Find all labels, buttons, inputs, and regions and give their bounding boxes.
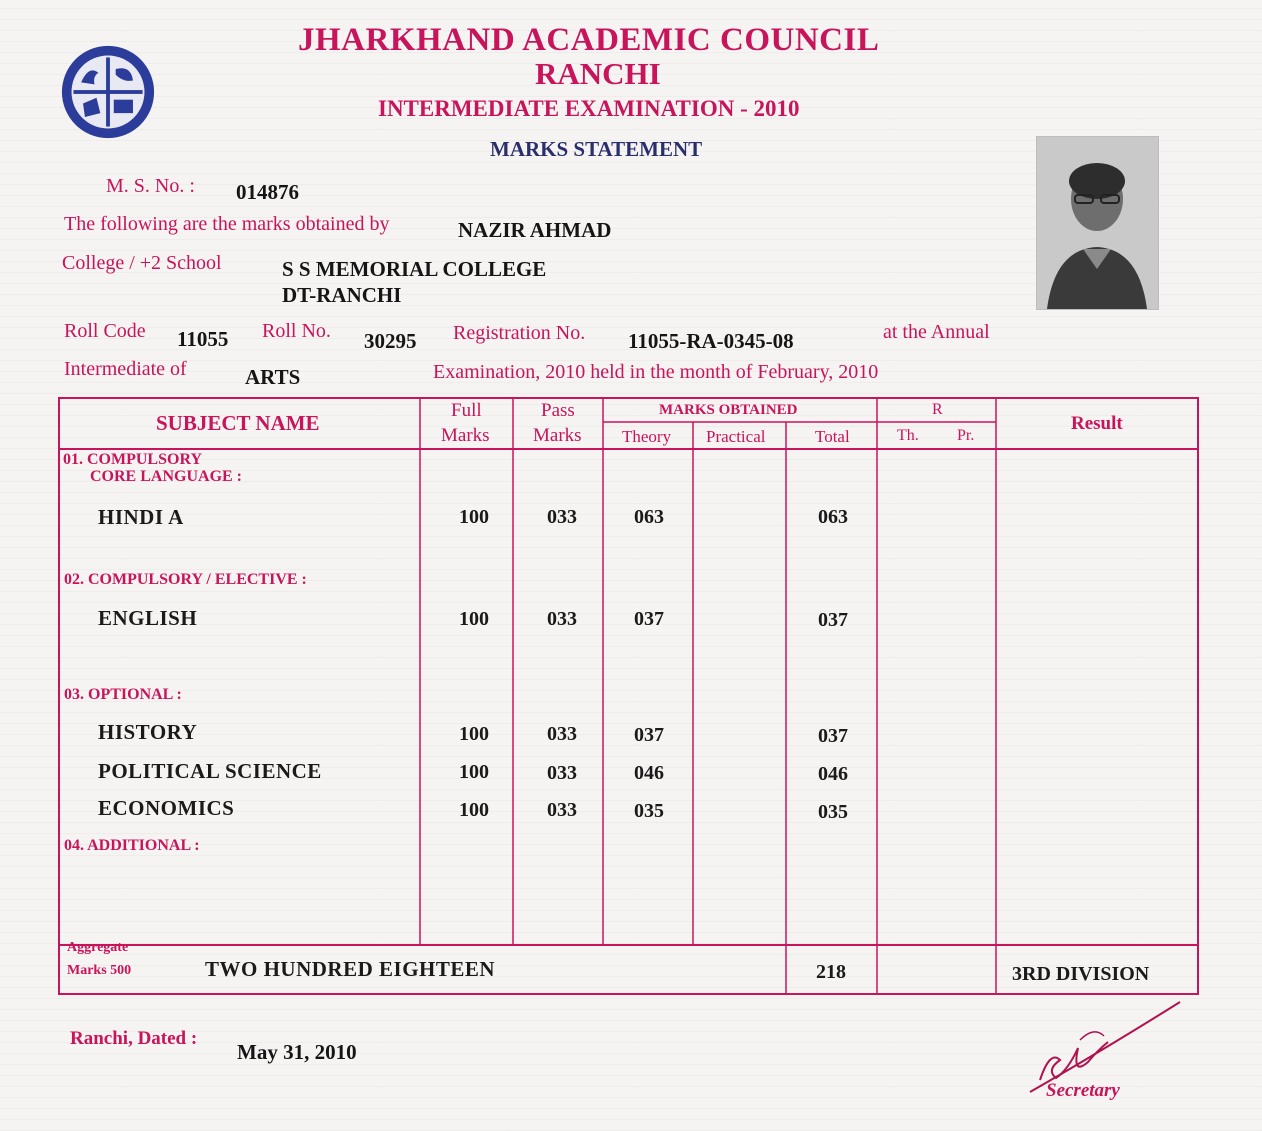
college-label: College / +2 School	[62, 252, 222, 274]
section-compulsory-elective: 02. COMPULSORY / ELECTIVE :	[64, 571, 307, 588]
section-optional: 03. OPTIONAL :	[64, 686, 182, 703]
full-marks: 100	[459, 608, 489, 630]
annual-label: at the Annual	[883, 321, 990, 343]
college-name: S S MEMORIAL COLLEGE	[282, 257, 547, 281]
subject-name: HISTORY	[98, 720, 198, 744]
result-header: Result	[1071, 413, 1123, 434]
aggregate-marks-label: Marks 500	[67, 963, 132, 978]
ms-no-label: M. S. No. :	[106, 175, 195, 197]
roll-code-value: 11055	[177, 327, 229, 351]
total-marks: 063	[818, 506, 848, 528]
total-marks: 037	[818, 609, 848, 631]
full-marks: 100	[459, 506, 489, 528]
subject-name: ECONOMICS	[98, 796, 235, 820]
subject-name-header: SUBJECT NAME	[156, 411, 320, 435]
total-marks: 037	[818, 725, 848, 747]
full-marks: 100	[459, 761, 489, 783]
exam-held-text: Examination, 2010 held in the month of February, 2010	[433, 361, 879, 383]
theory-header: Theory	[622, 427, 672, 446]
dated-label: Ranchi, Dated :	[70, 1028, 198, 1049]
student-photo-image	[1037, 137, 1158, 309]
stream-value: ARTS	[245, 365, 301, 389]
registration-label: Registration No.	[453, 322, 586, 344]
marks-table-grid	[58, 397, 1199, 995]
council-logo-icon	[60, 44, 156, 140]
pass-marks: 033	[547, 608, 577, 630]
section-core-language: CORE LANGUAGE :	[90, 468, 243, 485]
exam-title: INTERMEDIATE EXAMINATION - 2010	[378, 96, 800, 121]
total-marks: 035	[818, 801, 848, 823]
aggregate-label: Aggregate	[67, 940, 129, 955]
pass-marks: 033	[547, 762, 577, 784]
council-city: RANCHI	[535, 56, 661, 91]
pass-marks: 033	[547, 723, 577, 745]
subject-name: HINDI A	[98, 505, 184, 529]
student-photo	[1036, 136, 1159, 310]
section-compulsory: 01. COMPULSORY	[63, 451, 202, 468]
section-additional: 04. ADDITIONAL :	[64, 837, 200, 854]
marks-obtained-header: MARKS OBTAINED	[659, 402, 798, 418]
pass-marks: 033	[547, 506, 577, 528]
issue-date: May 31, 2010	[237, 1040, 357, 1064]
aggregate-in-words: TWO HUNDRED EIGHTEEN	[205, 957, 496, 981]
full-marks: 100	[459, 799, 489, 821]
council-name: JHARKHAND ACADEMIC COUNCIL	[298, 22, 880, 58]
total-header: Total	[815, 427, 850, 446]
registration-value: 11055-RA-0345-08	[628, 329, 794, 353]
student-name: NAZIR AHMAD	[458, 218, 612, 242]
practical-header: Practical	[706, 427, 766, 446]
theory-marks: 063	[634, 506, 664, 528]
theory-marks: 037	[634, 724, 664, 746]
roll-no-label: Roll No.	[262, 320, 331, 342]
subject-name: ENGLISH	[98, 606, 198, 630]
result-division: 3RD DIVISION	[1012, 963, 1150, 985]
aggregate-total: 218	[816, 961, 846, 983]
theory-marks: 035	[634, 800, 664, 822]
roll-no-value: 30295	[364, 329, 417, 353]
roll-code-label: Roll Code	[64, 320, 146, 342]
obtained-by-label: The following are the marks obtained by	[64, 213, 390, 235]
full-marks-header-2: Marks	[441, 425, 490, 446]
ms-no-value: 014876	[236, 180, 299, 204]
theory-marks: 046	[634, 762, 664, 784]
pass-marks-header-2: Marks	[533, 425, 582, 446]
theory-marks: 037	[634, 608, 664, 630]
r-theory-header: Th.	[897, 427, 919, 444]
college-district: DT-RANCHI	[282, 283, 402, 307]
subject-name: POLITICAL SCIENCE	[98, 759, 322, 783]
total-marks: 046	[818, 763, 848, 785]
r-practical-header: Pr.	[957, 427, 975, 444]
r-header: R	[932, 401, 943, 418]
full-marks-header-1: Full	[451, 400, 482, 421]
stream-label: Intermediate of	[64, 358, 187, 380]
pass-marks-header-1: Pass	[541, 400, 575, 421]
secretary-label: Secretary	[1046, 1080, 1120, 1101]
full-marks: 100	[459, 723, 489, 745]
pass-marks: 033	[547, 799, 577, 821]
document-type: MARKS STATEMENT	[490, 137, 703, 161]
